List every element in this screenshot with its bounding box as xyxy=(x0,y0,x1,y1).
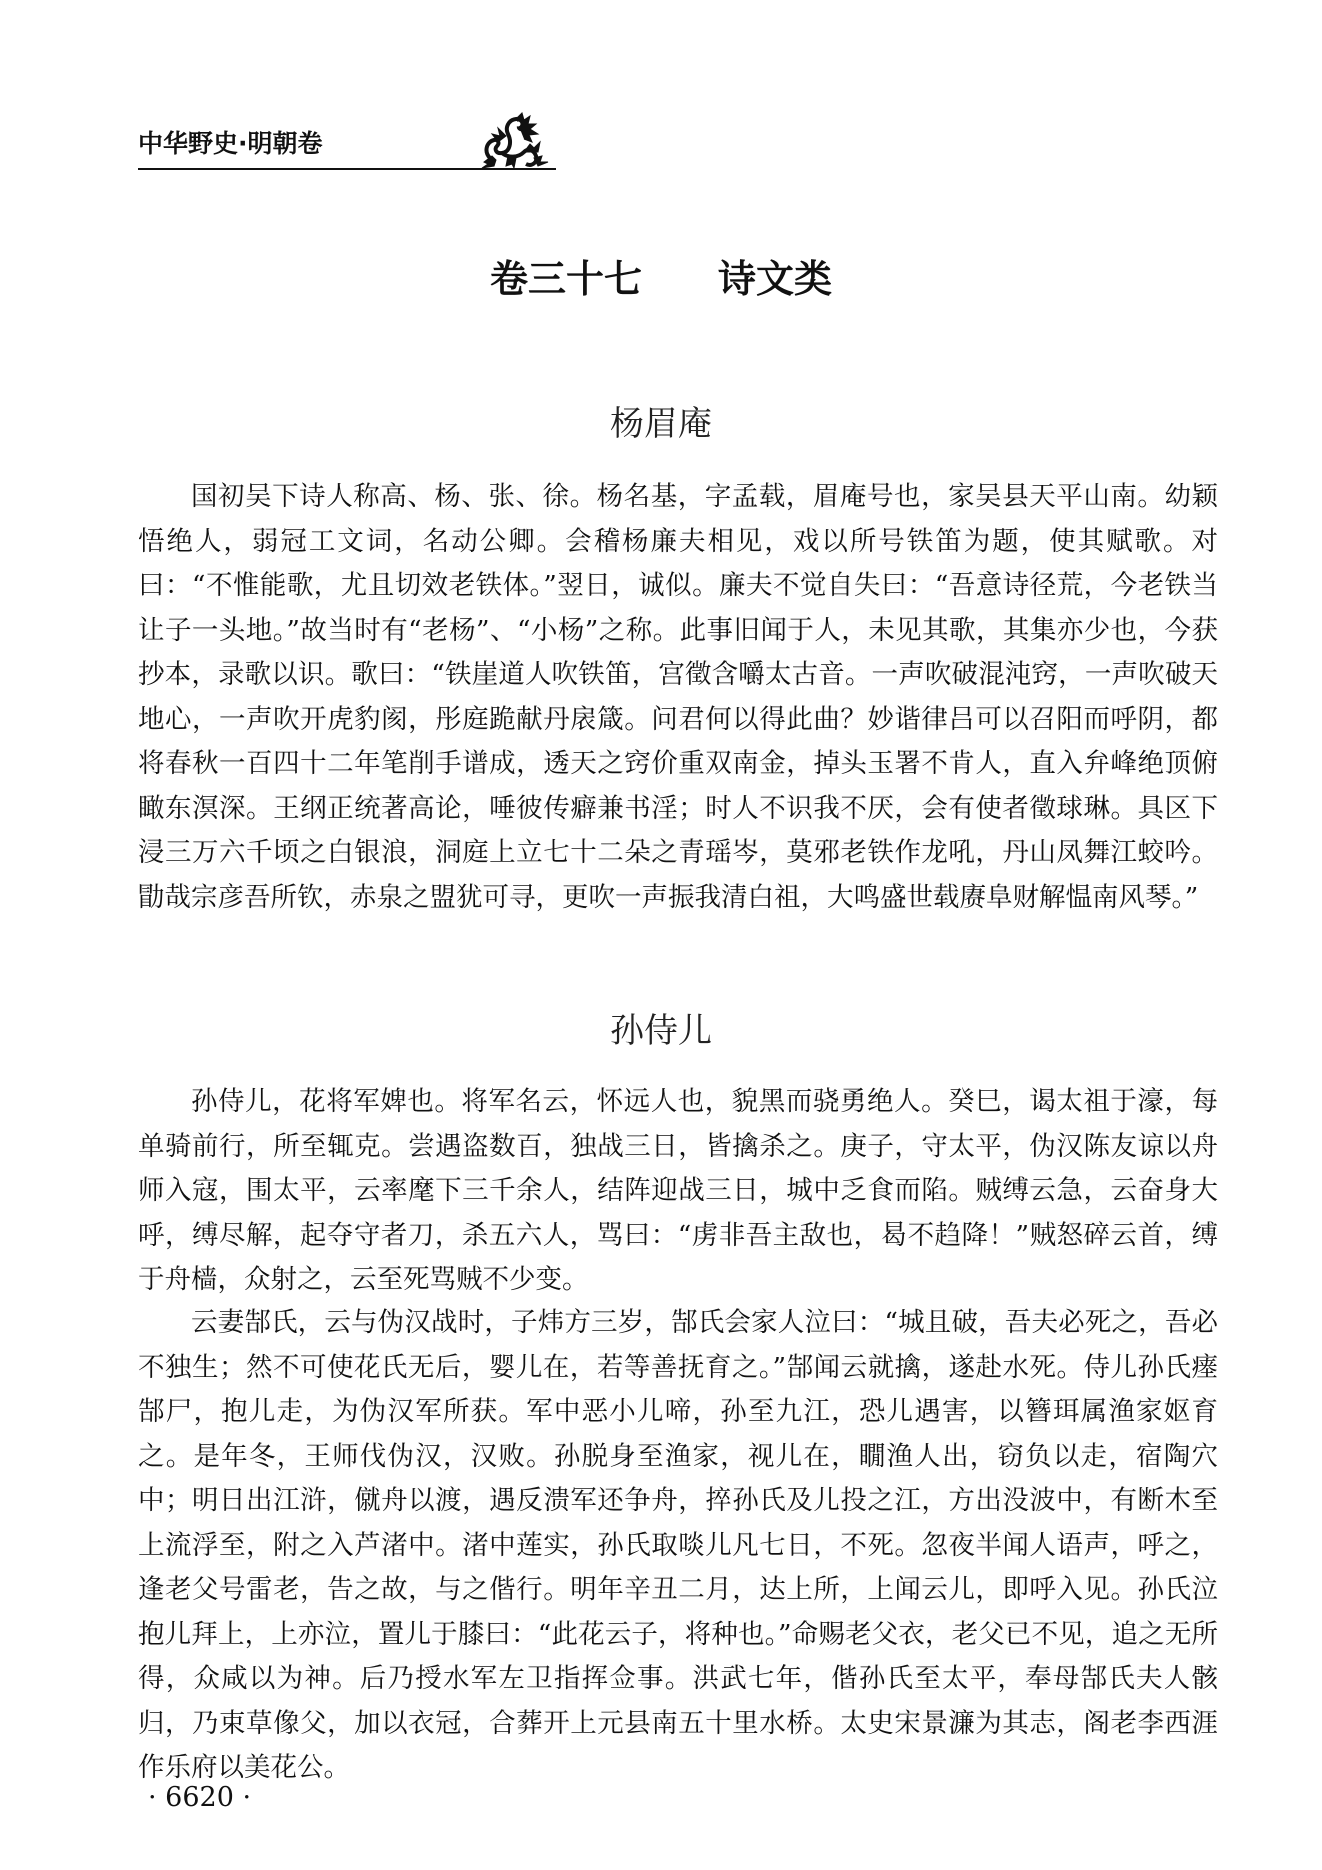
dragon-emblem-icon xyxy=(478,112,550,170)
page-number: · 6620 · xyxy=(148,1782,252,1813)
paragraph: 国初吴下诗人称高、杨、张、徐。杨名基，字孟载，眉庵号也，家吴县天平山南。幼颖悟绝人，弱冠工文词，名动公卿。会稽杨廉夫相见，戏以所号铁笛为题，使其赋歌。对曰：“不惟能歌，尤且切效老铁体。”翌日，诚似。廉夫不觉自失曰：“吾意诗径荒，今老铁当让子一头地。”故当时有“老杨”、“小杨”之称。此事旧闻于人，未见其歌，其集亦少也，今获抄本，录歌以识。歌曰：“铁崖道人吹铁笛，宫徵含嚼太古音。一声吹破混沌窍，一声吹破天地心，一声吹开虎豹阂，彤庭跪献丹扆箴。问君何以得此曲？妙谐律吕可以召阳而呼阴，都将春秋一百四十二年笔削手谱成，透天之窍价重双南金，掉头玉署不肯人，直入弁峰绝顶俯瞰东溟深。王纲正统著高论，唾彼传癖兼书淫；时人不识我不厌，会有使者徵球琳。具区下浸三万六千顷之白银浪，洞庭上立七十二朵之青瑶岑，莫邪老铁作龙吼，丹山凤舞江蛟吟。勖哉宗彦吾所钦，赤泉之盟犹可寻，更吹一声振我清白祖，大鸣盛世载赓阜财解愠南风琴。” xyxy=(138,481,1218,913)
book-title: 中华野史·明朝卷 xyxy=(138,129,323,158)
section-title-yang-mei-an: 杨眉庵 xyxy=(610,404,712,444)
volume-title: 卷三十七 诗文类 xyxy=(489,257,832,301)
paragraph: 云妻郜氏，云与伪汉战时，子炜方三岁，郜氏会家人泣曰：“城且破，吾夫必死之，吾必不独生；然不可使花氏无后，婴儿在，若等善抚育之。”郜闻云就擒，遂赴水死。侍儿孙氏瘗郜尸，抱儿走，为伪汉军所获。军中恶小儿啼，孙至九江，恐儿遇害，以簪珥属渔家妪育之。是年冬，王师伐伪汉，汉败。孙脱身至渔家，视儿在，瞯渔人出，窃负以走，宿陶穴中；明日出江浒，僦舟以渡，遇反溃军还争舟，捽孙氏及儿投之江，方出没波中，有断木至上流浮至，附之入芦渚中。渚中莲实，孙氏取啖儿凡七日，不死。忽夜半闻人语声，呼之，逢老父号雷老，告之故，与之偕行。明年辛丑二月，达上所，上闻云儿，即呼入见。孙氏泣抱儿拜上，上亦泣，置儿于膝曰：“此花云子，将种也。”命赐老父衣，老父已不见，追之无所得，众咸以为神。后乃授水军左卫指挥佥事。洪武七年，偕孙氏至太平，奉母郜氏夫人骸归，乃束草像父，加以衣冠，合葬开上元县南五十里水桥。太史宋景濂为其志，阁老李西涯作乐府以美花公。 xyxy=(138,1307,1218,1783)
running-header xyxy=(138,112,558,170)
header-divider xyxy=(138,168,556,170)
section-title-sun-shi-er: 孙侍儿 xyxy=(610,1011,712,1051)
paragraph: 孙侍儿，花将军婢也。将军名云，怀远人也，貌黑而骁勇绝人。癸巳，谒太祖于濠，每单骑前行，所至辄克。尝遇盗数百，独战三日，皆擒杀之。庚子，守太平，伪汉陈友谅以舟师入寇，围太平，云率麾下三千余人，结阵迎战三日，城中乏食而陷。贼缚云急，云奋身大呼，缚尽解，起夺守者刀，杀五六人，骂曰：“虏非吾主敌也，曷不趋降！”贼怒碎云首，缚于舟樯，众射之，云至死骂贼不少变。 xyxy=(138,1086,1218,1295)
